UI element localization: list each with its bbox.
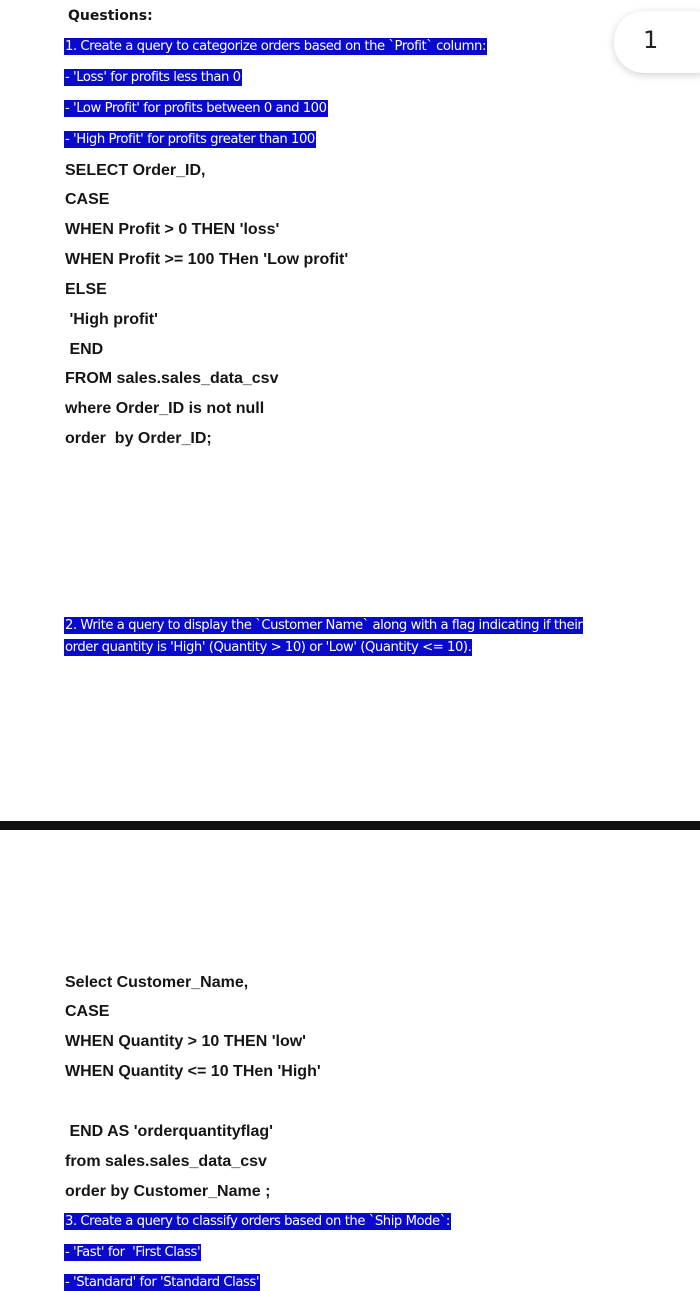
code-line: FROM sales.sales_data_csv — [65, 370, 279, 387]
code-line: order by Order_ID; — [65, 430, 212, 447]
code-line: from sales.sales_data_csv — [65, 1153, 267, 1170]
question-1-bullet-loss: - 'Loss' for profits less than 0 — [65, 70, 241, 85]
code-line: ELSE — [65, 281, 107, 298]
question-2-title-line-2: order quantity is 'High' (Quantity > 10) or 'Low' (Quantity <= 10). — [65, 640, 472, 655]
code-line: SELECT Order_ID, — [65, 162, 206, 179]
question-3-title: 3. Create a query to classify orders based on the `Ship Mode`: — [65, 1214, 450, 1229]
code-line: WHEN Profit >= 100 THen 'Low profit' — [65, 251, 349, 268]
question-1-title: 1. Create a query to categorize orders based on the `Profit` column: — [65, 39, 486, 54]
page-number: 1 — [643, 26, 659, 54]
question-3-bullet-standard: - 'Standard' for 'Standard Class' — [65, 1275, 259, 1290]
code-line: WHEN Quantity > 10 THEN 'low' — [65, 1033, 306, 1050]
code-line: END AS 'orderquantityflag' — [65, 1123, 273, 1140]
code-line: END — [65, 341, 104, 358]
question-3-bullet-fast: - 'Fast' for 'First Class' — [65, 1245, 201, 1260]
code-line: WHEN Quantity <= 10 THen 'High' — [65, 1063, 321, 1080]
code-line: Select Customer_Name, — [65, 974, 249, 991]
code-line: CASE — [65, 1003, 110, 1020]
code-line: CASE — [65, 191, 110, 208]
page-separator — [0, 821, 700, 830]
question-2-title-line-1: 2. Write a query to display the `Customer Name` along with a flag indicating if their — [65, 618, 583, 633]
code-line: order by Customer_Name ; — [65, 1183, 271, 1200]
question-1-bullet-high-profit: - 'High Profit' for profits greater than 100 — [65, 132, 315, 147]
code-line: where Order_ID is not null — [65, 400, 265, 417]
code-line: WHEN Profit > 0 THEN 'loss' — [65, 221, 280, 238]
code-line: 'High profit' — [65, 311, 158, 328]
questions-heading: Questions: — [68, 8, 153, 24]
question-1-bullet-low-profit: - 'Low Profit' for profits between 0 and 100 — [65, 101, 327, 116]
